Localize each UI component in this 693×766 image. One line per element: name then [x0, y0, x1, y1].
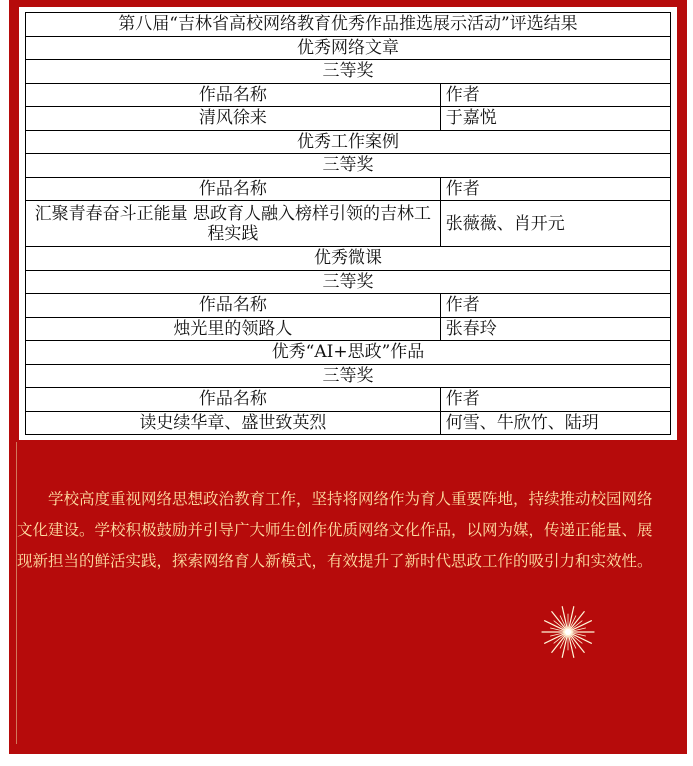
prize-row: 三等奖 — [26, 364, 671, 388]
author-cell: 张薇薇、肖开元 — [440, 201, 670, 247]
work-name-cell: 汇聚青春奋斗正能量 思政育人融入榜样引领的吉林工程实践 — [26, 201, 441, 247]
category-row: 优秀网络文章 — [26, 36, 671, 60]
prize-row: 三等奖 — [26, 270, 671, 294]
author-cell: 张春玲 — [440, 317, 670, 341]
author-cell: 何雪、牛欣竹、陆玥 — [440, 411, 670, 435]
prize-row: 三等奖 — [26, 60, 671, 84]
author-cell: 于嘉悦 — [440, 107, 670, 131]
category-row: 优秀微课 — [26, 247, 671, 271]
body-paragraph: 学校高度重视网络思想政治教育工作，坚持将网络作为育人重要阵地，持续推动校园网络文化建设。学校积极鼓励并引导广大师生创作优质网络文化作品，以网为媒，传递正能量、展现新担当的鲜活实践，探索网络育人新模式，有效提升了新时代思政工作的吸引力和实效性。 — [17, 490, 653, 570]
work-name-cell: 读史续华章、盛世致英烈 — [26, 411, 441, 435]
prize-row: 三等奖 — [26, 154, 671, 178]
header-author: 作者 — [440, 388, 670, 412]
header-author: 作者 — [440, 83, 670, 107]
header-work-name: 作品名称 — [26, 83, 441, 107]
category-row: 优秀工作案例 — [26, 130, 671, 154]
results-table-card — [19, 7, 677, 440]
work-name-cell: 清风徐来 — [26, 107, 441, 131]
header-author: 作者 — [440, 177, 670, 201]
work-name-cell: 烛光里的领路人 — [26, 317, 441, 341]
table-title: 第八届“吉林省高校网络教育优秀作品推选展示活动”评选结果 — [26, 13, 671, 37]
sparkle-firework-icon — [540, 604, 596, 660]
category-row: 优秀“AI+思政”作品 — [26, 341, 671, 365]
header-work-name: 作品名称 — [26, 294, 441, 318]
header-author: 作者 — [440, 294, 670, 318]
header-work-name: 作品名称 — [26, 177, 441, 201]
header-work-name: 作品名称 — [26, 388, 441, 412]
results-table — [25, 12, 671, 435]
